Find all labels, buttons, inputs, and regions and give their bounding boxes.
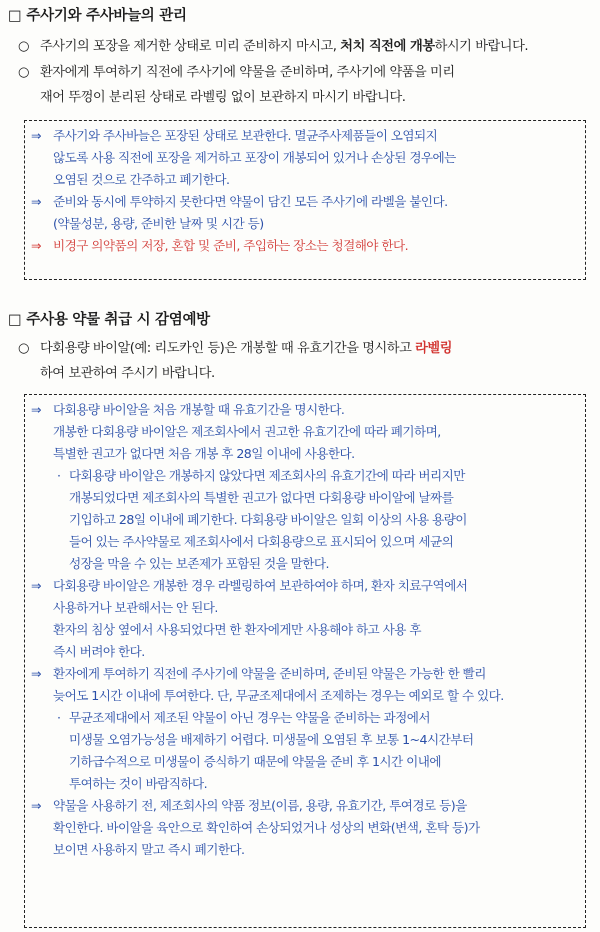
- note-item: ⇒ 주사기와 주사바늘은 포장된 상태로 보관한다. 멸균주사제품들이 오염되지 않도록 사용 직전에 포장을 제거하고 포장이 개봉되어 있거나 손상된 경우에는 오염된 것으로 간주하고 폐기한다.: [31, 125, 577, 191]
- circle-bullet-icon: ○: [18, 341, 30, 356]
- middle-dot-icon: ·: [57, 710, 61, 725]
- section2-bullet1: [18, 338, 592, 385]
- section1-bullet2-text: 환자에게 투여하기 직전에 주사기에 약물을 준비하며, 주사기에 약품을 미리 재어 뚜껑이 분리된 상태로 라벨링 없이 보관하지 마시기 바랍니다.: [40, 65, 455, 105]
- emphasis-labeling: 라벨링: [415, 341, 452, 356]
- double-arrow-icon: ⇒: [31, 666, 42, 681]
- note-item-red: ⇒ 비경구 의약품의 저장, 혼합 및 준비, 주입하는 장소는 청결해야 한다.: [31, 235, 577, 257]
- section1-title: [8, 4, 187, 25]
- section2-title: [8, 308, 210, 329]
- middle-dot-icon: ·: [57, 468, 61, 483]
- double-arrow-icon: ⇒: [31, 578, 42, 593]
- note-item: ⇒ 준비와 동시에 투약하지 못한다면 약물이 담긴 모든 주사기에 라벨을 붙인다. (약물성분, 용량, 준비한 날짜 및 시간 등): [31, 191, 577, 235]
- section1-bullet2: [18, 62, 592, 109]
- section2-bullet1-text: 다회용량 바이알(예: 리도카인 등)은 개봉할 때 유효기간을 명시하고 라벨링 하여 보관하여 주시기 바랍니다.: [40, 341, 452, 381]
- note-item: ⇒ 환자에게 투여하기 직전에 주사기에 약물을 준비하며, 준비된 약물은 가능한 한 빨리 늦어도 1시간 이내에 투여한다. 단, 무균조제대에서 조제하는 경우는 예외로 할 수 있다.: [31, 663, 577, 707]
- double-arrow-icon: ⇒: [31, 194, 42, 209]
- note-item: ⇒ 약물을 사용하기 전, 제조회사의 약품 정보(이름, 용량, 유효기간, 투여경로 등)을 확인한다. 바이알을 육안으로 확인하여 손상되었거나 성상의 변화(변색, 혼탁 등)가 보이면 사용하지 말고 즉시 폐기한다.: [31, 795, 577, 861]
- section2-note-box: [24, 394, 586, 928]
- double-arrow-icon: ⇒: [31, 402, 42, 417]
- emphasis-open-before-treatment: 처치 직전에 개봉: [340, 39, 435, 54]
- section1-bullet1-text: 주사기의 포장을 제거한 상태로 미리 준비하지 마시고, 처치 직전에 개봉하시기 바랍니다.: [40, 39, 529, 54]
- circle-bullet-icon: ○: [18, 65, 30, 80]
- section1-note-box: [24, 120, 586, 280]
- sub-note-item: · 무균조제대에서 제조된 약물이 아닌 경우는 약물을 준비하는 과정에서 미생물 오염가능성을 배제하기 어렵다. 미생물에 오염된 후 보통 1~4시간부터 기하급수적으로 미생물이 증식하기 때문에 약물을 준비 후 1시간 이내에 투여하는 것이 바람직하다.: [31, 707, 577, 795]
- double-arrow-icon: ⇒: [31, 128, 42, 143]
- section1-bullet1: [18, 36, 592, 58]
- section1-title-text: 주사기와 주사바늘의 관리: [26, 8, 187, 24]
- checkbox-icon: □: [8, 8, 22, 24]
- section2-title-text: 주사용 약물 취급 시 감염예방: [26, 312, 210, 328]
- double-arrow-icon: ⇒: [31, 798, 42, 813]
- circle-bullet-icon: ○: [18, 39, 30, 54]
- note-item: ⇒ 다회용량 바이알은 개봉한 경우 라벨링하여 보관하여야 하며, 환자 치료구역에서 사용하거나 보관해서는 안 된다. 환자의 침상 옆에서 사용되었다면 한 환자에게만 사용해야 하고 사용 후 즉시 버려야 한다.: [31, 575, 577, 663]
- double-arrow-icon: ⇒: [31, 238, 42, 253]
- checkbox-icon: □: [8, 312, 22, 328]
- sub-note-item: · 다회용량 바이알은 개봉하지 않았다면 제조회사의 유효기간에 따라 버리지만 개봉되었다면 제조회사의 특별한 권고가 없다면 다회용량 바이알에 날짜를 기입하고 28일 이내에 폐기한다. 다회용량 바이알은 일회 이상의 사용 용량이 들어 있는 주사약물로 제조회사에서 다회용량으로 표시되어 있으며 세균의 성장을 막을 수 있는 보존제가 포함된 것을 말한다.: [31, 465, 577, 575]
- note-item: ⇒ 다회용량 바이알을 처음 개봉할 때 유효기간을 명시한다. 개봉한 다회용량 바이알은 제조회사에서 권고한 유효기간에 따라 폐기하며, 특별한 권고가 없다면 처음 개봉 후 28일 이내에 사용한다.: [31, 399, 577, 465]
